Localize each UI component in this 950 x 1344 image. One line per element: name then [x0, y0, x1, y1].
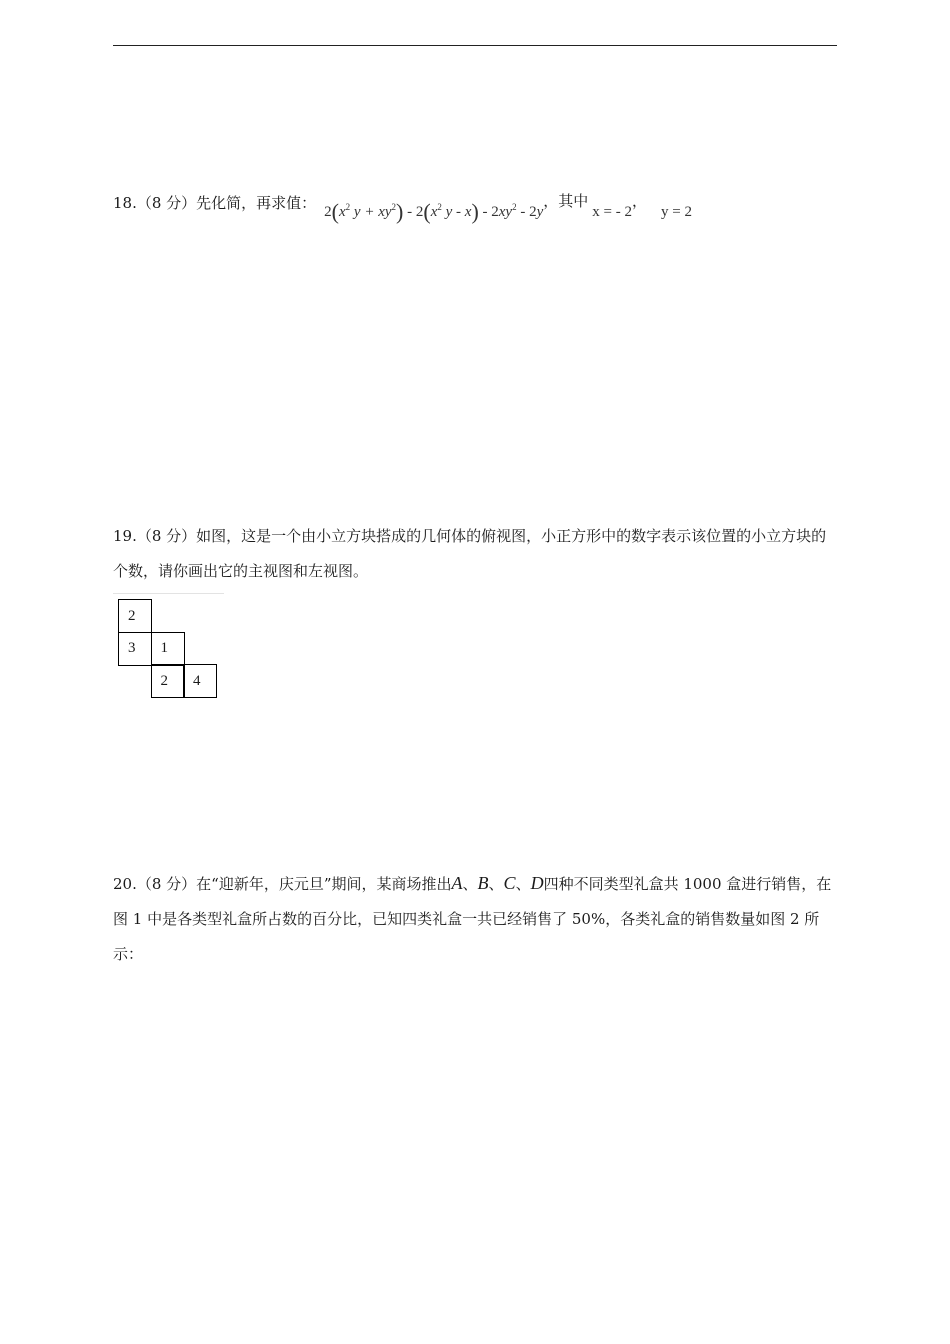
q18-expression: $2(x^2$ $y + xy^2) - 2(x^2$ y - $x) - 2xy^2 - 2y$ [324, 199, 544, 224]
q18-prefix: 18.（8 分）先化简，再求值： [113, 194, 317, 212]
top-view-grid [113, 593, 225, 705]
grid-cell: 1 [151, 632, 185, 666]
q20-part2: 四种不同类型礼盒共 1000 盒进行销售，在图 1 中是各类型礼盒所占数的百分比，已知四类礼盒一共已经销售了 50%，各类礼盒的销售数量如图 2 所示： [113, 875, 832, 963]
question-18 [113, 186, 839, 224]
q18-sep: ， [632, 192, 648, 210]
q18-y-condition: y = 2 [661, 204, 692, 220]
grid-cell: 2 [151, 664, 185, 698]
question-20 [113, 866, 839, 972]
q20-sep: 、 [488, 875, 504, 893]
grid-cell: 3 [118, 632, 152, 666]
question-19: 19.（8 分）如图，这是一个由小立方块搭成的几何体的俯视图，小正方形中的数字表示该位置的小立方块的个数，请你画出它的主视图和左视图。 [113, 527, 827, 580]
grid-cell: 4 [183, 664, 217, 698]
q20-type-c: C [503, 873, 516, 893]
q18-x-condition: x = - 2 [592, 204, 633, 220]
q20-sep: 、 [462, 875, 478, 893]
q20-sep: 、 [515, 875, 531, 893]
q18-comma: ， [543, 192, 559, 210]
grid-top-line [113, 593, 224, 594]
grid-cell: 2 [118, 599, 152, 633]
q20-type-d: D [530, 873, 544, 893]
q20-type-a: A [451, 873, 463, 893]
q18-where: 其中 [558, 192, 589, 210]
q20-part1: 20.（8 分）在“迎新年，庆元旦”期间，某商场推出 [113, 875, 452, 893]
q20-type-b: B [477, 873, 489, 893]
header-rule [113, 45, 837, 46]
